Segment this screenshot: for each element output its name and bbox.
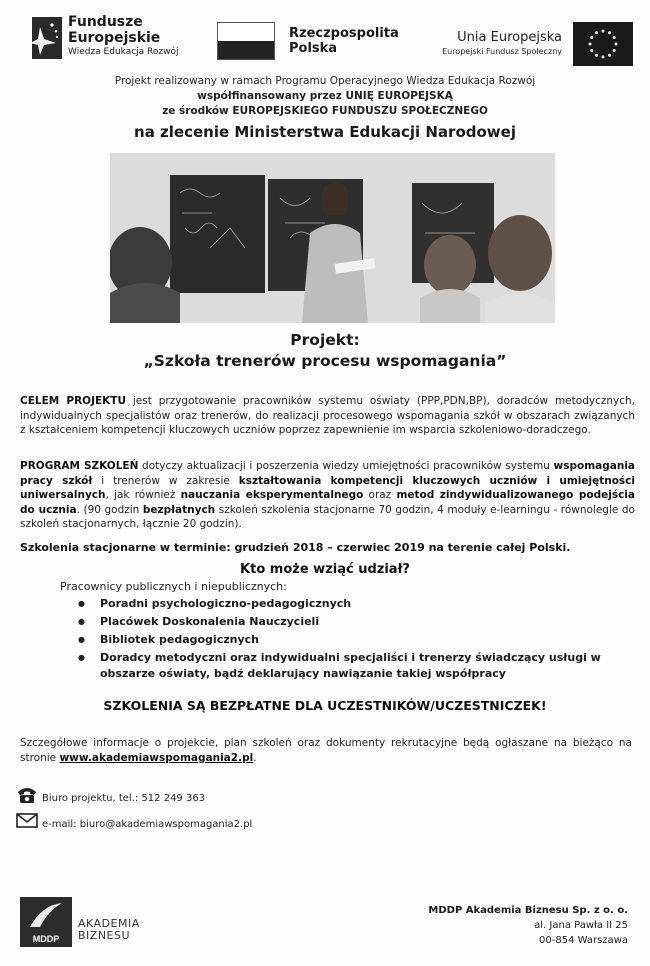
- akademia-biznesu-label: [78, 918, 140, 942]
- project-label: Projekt:: [290, 331, 360, 349]
- company-name: MDDP Akademia Biznesu Sp. z o. o.: [428, 905, 628, 916]
- ue-line2: Europejski Fundusz Społeczny: [442, 47, 562, 56]
- list-item: ● Bibliotek pedagogicznych: [60, 632, 640, 648]
- mandate-title: na zlecenie Ministerstwa Edukacji Narodowej: [134, 123, 516, 141]
- stationary-dates: Szkolenia stacjonarne w terminie: grudzień 2018 – czerwiec 2019 na terenie całej Polski.: [20, 541, 571, 554]
- phone-icon: [16, 786, 38, 804]
- unia-europejska-label: [420, 30, 562, 57]
- program-b1: wspomagania pracy szkół: [20, 460, 636, 487]
- classroom-photo: [110, 153, 555, 323]
- eu-star-icon: [602, 56, 605, 59]
- list-item: ● Doradcy metodyczni oraz indywidualni specjaliści i trenerzy świadczący usługi w obszarze oświaty, bądź deklarujący nawiązanie takiej współpracy: [60, 650, 640, 682]
- fundusze-europejskie-label: [68, 14, 179, 58]
- who-list: [60, 596, 640, 684]
- program-t3: , jak również: [105, 489, 181, 501]
- info-after: .: [253, 752, 257, 764]
- program-paragraph: [20, 459, 635, 532]
- goal-paragraph: [20, 394, 635, 438]
- info-paragraph: [20, 736, 632, 766]
- eu-star-icon: [589, 43, 592, 46]
- eu-star-icon: [602, 30, 605, 33]
- program-t1: dotyczy aktualizacji i poszerzenia wiedzy umiejętności pracowników systemu: [138, 460, 554, 472]
- intro-line1: Projekt realizowany w ramach Programu Operacyjnego Wiedza Edukacja Rozwój: [114, 75, 536, 87]
- rp-line2: Polska: [289, 41, 338, 56]
- program-b2: kształtowania kompetencji kluczowych uczniów i umiejętności uniwersalnych: [20, 474, 635, 501]
- project-title: [0, 330, 650, 372]
- who-title: Kto może wziąć udział?: [240, 562, 410, 577]
- company-street: al. Jana Pawła II 25: [534, 920, 628, 931]
- website-link[interactable]: www.akademiawspomagania2.pl: [59, 752, 254, 764]
- program-b4: metod zindywidualizowanego podejścia do ucznia: [20, 489, 635, 516]
- eu-star-icon: [595, 31, 598, 34]
- intro-line3: ze środków EUROPEJSKIEGO FUNDUSZU SPOŁECZNEGO: [162, 105, 488, 117]
- fundusze-europejskie-logo-icon: [32, 17, 62, 59]
- program-t5: . (90 godzin: [76, 503, 143, 516]
- free-training-banner: SZKOLENIA SĄ BEZPŁATNE DLA UCZESTNIKÓW/UCZESTNICZEK!: [103, 698, 547, 713]
- list-item: ● Poradni psychologiczno-pedagogicznych: [60, 596, 640, 612]
- rp-line1: Rzeczpospolita: [289, 26, 399, 41]
- company-city: 00-854 Warszawa: [539, 935, 628, 946]
- info-text: Szczegółowe informacje o projekcie, plan szkoleń oraz dokumenty rekrutacyjne będą ogłaszane na bieżąco na stronie: [20, 737, 632, 764]
- goal-text: jest przygotowanie pracowników systemu oświaty (PPP,PDN,BP), doradców metodycznych, indywidualnych specjalistów oraz trenerów, do realizacji procesowego wspomagania szkół w obszarach związanych z kształceniem kompetencji kluczowych uczniów poprzez zapewnienie im wsparcia szkoleniowo-doradczego.: [20, 395, 635, 436]
- intro-line2: współfinansowany przez UNIĘ EUROPEJSKĄ: [197, 90, 453, 102]
- fe-line2: Europejskie: [68, 30, 161, 46]
- program-t6: szkoleń szkolenia stacjonarne 70 godzin, 4 moduły e-learningu - równolegle do szkoleń stacjonarnych, łącznie 20 godzin).: [20, 503, 635, 530]
- mddp-logo-icon: [20, 897, 72, 947]
- program-b3: nauczania eksperymentalnego: [180, 489, 364, 501]
- phone-contact: Biuro projektu, tel.: 512 249 363: [42, 793, 206, 804]
- eu-star-icon: [608, 31, 611, 34]
- eu-star-icon: [613, 49, 616, 52]
- logo-line1: AKADEMIA: [78, 917, 140, 930]
- program-b5: bezpłatnych: [142, 503, 216, 516]
- eu-star-icon: [608, 54, 611, 57]
- who-subtitle: Pracownicy publicznych i niepublicznych:: [60, 580, 287, 593]
- ue-line1: Unia Europejska: [457, 30, 562, 45]
- mddp-logo-abbr: MDDP: [32, 934, 60, 944]
- eu-star-icon: [595, 54, 598, 57]
- fe-line3: Wiedza Edukacja Rozwój: [68, 47, 179, 57]
- company-address: [400, 903, 628, 948]
- fe-line1: Fundusze: [68, 14, 143, 30]
- envelope-icon: [16, 811, 38, 829]
- program-lead: PROGRAM SZKOLEŃ: [20, 460, 139, 472]
- polish-flag-icon: [217, 22, 275, 60]
- eu-flag-icon: [573, 22, 633, 66]
- goal-lead: CELEM PROJEKTU: [20, 395, 126, 407]
- eu-star-icon: [613, 36, 616, 39]
- eu-star-icon: [590, 36, 593, 39]
- eu-star-icon: [590, 49, 593, 52]
- list-item: ● Placówek Doskonalenia Nauczycieli: [60, 614, 640, 630]
- project-name: „Szkoła trenerów procesu wspomagania”: [143, 352, 507, 370]
- rzeczpospolita-label: [289, 26, 399, 56]
- program-t4: oraz: [363, 489, 397, 501]
- eu-star-icon: [615, 43, 618, 46]
- program-t2: i trenerów w zakresie: [92, 474, 239, 487]
- email-contact[interactable]: e-mail: biuro@akademiawspomagania2.pl: [42, 819, 253, 830]
- logo-line2: BIZNESU: [78, 929, 131, 942]
